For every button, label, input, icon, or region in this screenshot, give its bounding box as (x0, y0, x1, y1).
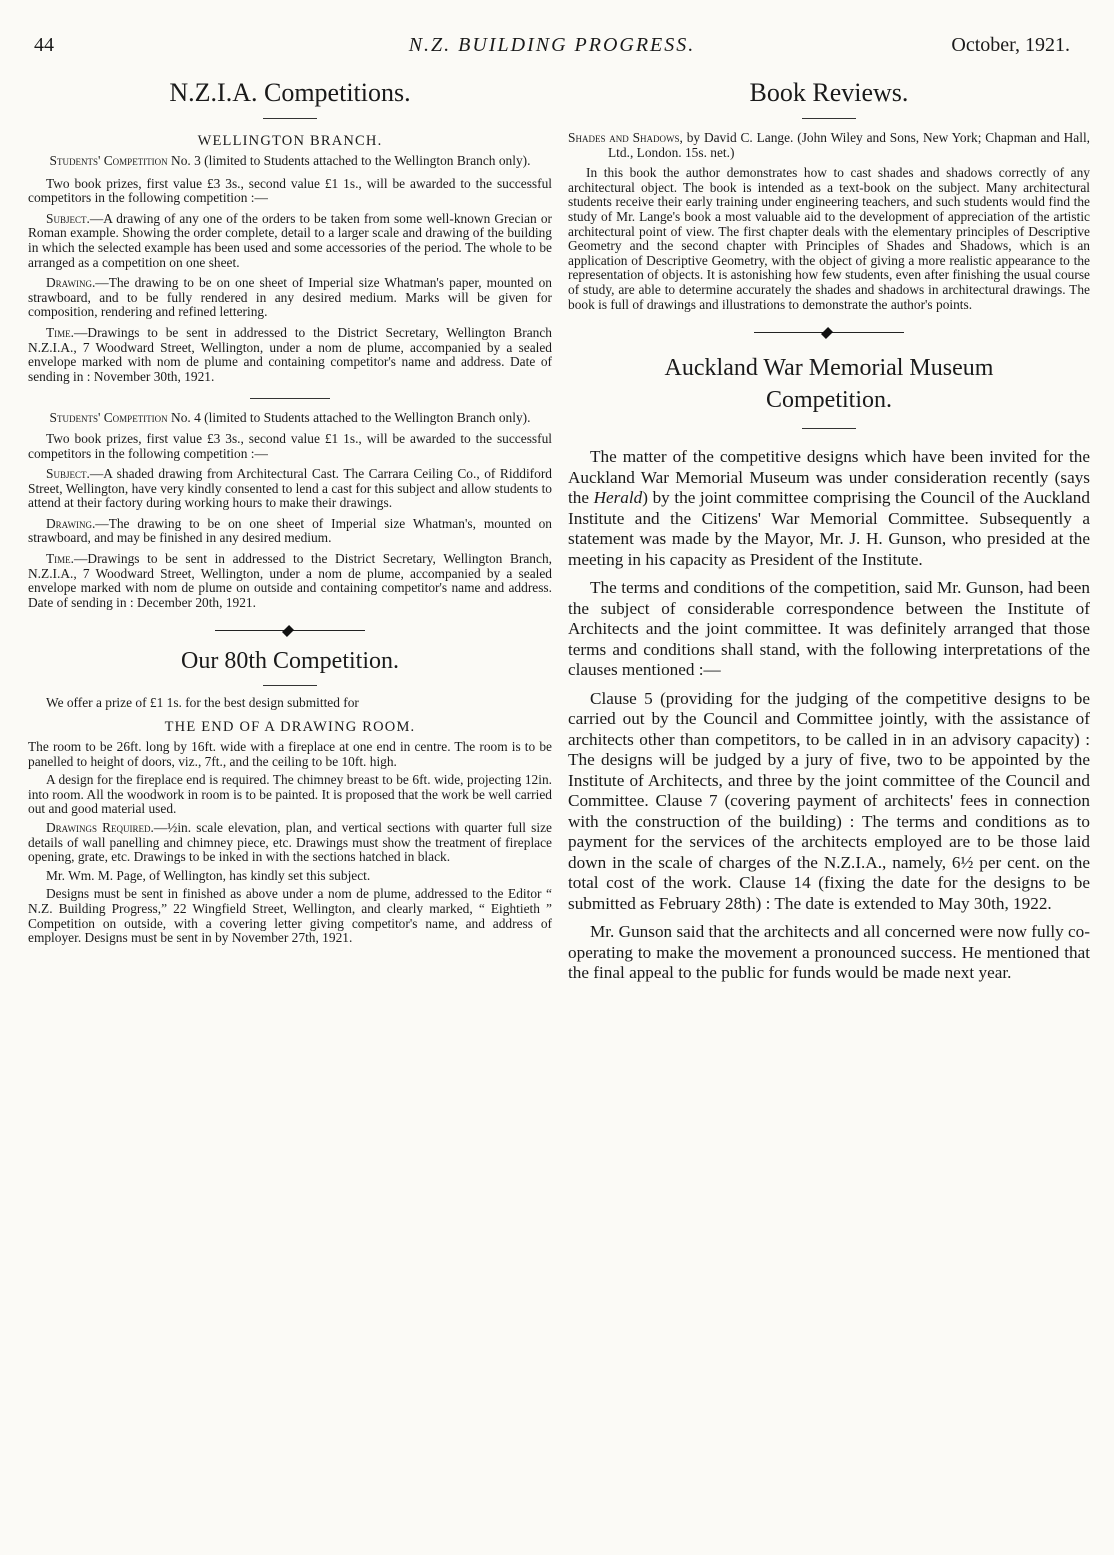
competition80-subject-title: THE END OF A DRAWING ROOM. (164, 719, 416, 736)
competition80-fireplace: A design for the fireplace end is required. The chimney breast to be 6ft. wide, projecting 12in. into room. All the woodwork in room is to be painted. It is proposed that the work be well carried out and good material used. (28, 772, 552, 817)
publication-title: N.Z. BUILDING PROGRESS. (408, 34, 696, 56)
comp4-subject: Subject.—A shaded drawing from Architectural Cast. The Carrara Ceiling Co., of Riddiford Street, Wellington, have very kindly consented to lend a cast for this subject and allow students to attend at their factory during working hours to make their drawings. (28, 466, 552, 511)
competition80-heading: Our 80th Competition. (181, 648, 399, 675)
section-rule (250, 398, 330, 399)
heading-rule (802, 428, 856, 429)
ornamental-divider (215, 626, 365, 636)
branch-heading: WELLINGTON BRANCH. (197, 133, 383, 149)
comp4-drawing: Drawing.—The drawing to be on one sheet of Imperial size Whatman's, mounted on strawboard, and may be finished in any desired medium. (28, 515, 552, 546)
competition80-room-spec: The room to be 26ft. long by 16ft. wide with a fireplace at one end in centre. The room is to be panelled to height of doors, viz., 7ft., and the ceiling to be 10ft. high. (28, 739, 552, 769)
comp4-time: Time.—Drawings to be sent in addressed to the District Secretary, Wellington Branch, N.Z.I.A., 7 Woodward Street, Wellington, under a nom de plume, accompanied by a sealed envelope marked with nom de plume on outside and containing competitor's name and address. Date of sending in : December 20th, 1921. (28, 551, 552, 610)
ornamental-divider (754, 328, 904, 338)
competition80-setter: Mr. Wm. M. Page, of Wellington, has kindly set this subject. (46, 867, 371, 883)
museum-paragraph-4: Mr. Gunson said that the architects and all concerned were now fully co-operating to make the movement a pronounced success. He mentioned that the final appeal to the public for funds would be made next year. (568, 922, 1090, 983)
museum-heading: Auckland War Memorial Museum Competition. (664, 355, 994, 414)
museum-paragraph-3: Clause 5 (providing for the judging of the competitive designs to be carried out by the Council and Committee jointly, with the assistance of architects other than competitors, to be called in in an advisory capacity) : The designs will be judged by a jury of five, two to be appointed by the Institute of Architects, and three by the joint committee of the Council and Committee. Clause 7 (covering payment of architects' fees in connection with the construction of the building) : The terms and conditions as to payment for the services of the architects employed are to be those laid down in the scale of charges of the N.Z.I.A., namely, 6½ per cent. on the total cost of the work. Clause 14 (fixing the date for the designs to be submitted as February 28th) : The date is extended to May 30th, 1922. (568, 688, 1090, 913)
book-review-body: In this book the author demonstrates how to cast shades and shadows correctly of any architectural object. The book is intended as a text-book on the subject. Many architectural students receive their early training under engineering teachers, and such students would find the study of Mr. Lange's book a most valuable aid to the development of appreciation of the artistic architectural point of view. The first chapter deals with the elementary principles of Descriptive Geometry and the second chapter with Principles of Shades and Shadows, which is an application of Descriptive Geometry, with the object of giving a more realistic appearance to the representation of objects. It is astonishing how few students, even after finishing the usual course of study, are able to determine accurately the shades and shadows in architectural drawings. The book is full of drawings and illustrations to demonstrate the author's points. (568, 165, 1090, 312)
comp3-subject: Subject.—A drawing of any one of the orders to be taken from some well-known Grecian or Roman example. Showing the order complete, detail to a larger scale and drawing of the building in which the selected example has been used and some accessories of the period. The whole to be arranged as a competition on one sheet. (28, 210, 552, 270)
left-column (28, 72, 552, 946)
book-reviews-heading: Book Reviews. (749, 78, 909, 107)
book-citation: Shades and Shadows, by David C. Lange. (John Wiley and Sons, New York; Chapman and Hall, Ltd., London. 15s. net.) (568, 130, 1091, 160)
page-number: 44 (34, 34, 54, 56)
comp3-prizes: Two book prizes, first value £3 3s., second value £1 1s., will be awarded to the successful competitors in the following competition :— (28, 175, 552, 206)
competition80-submission: Designs must be sent in finished as above under a nom de plume, addressed to the Editor “ N.Z. Building Progress,” 22 Wingfield Street, Wellington, and clearly marked, “ Eightieth ” Competition on outside, with a covering letter giving competitor's name, and address of employer. Designs must be sent in by November 27th, 1921. (28, 886, 552, 946)
competition80-intro: We offer a prize of £1 1s. for the best design submitted for (46, 695, 359, 711)
comp3-heading: Students' Competition No. 3 (limited to Students attached to the Wellington Branch only). (49, 153, 531, 168)
comp3-drawing: Drawing.—The drawing to be on one sheet of Imperial size Whatman's paper, mounted on strawboard, and to be fully rendered in any desired medium. Marks will be given for composition, rendering and refined lettering. (28, 275, 552, 320)
nzia-heading: N.Z.I.A. Competitions. (169, 78, 411, 107)
museum-paragraph-1: The matter of the competitive designs which have been invited for the Auckland War Memorial Museum was under consideration recently (says the Herald) by the joint committee comprising the Council of the Auckland Institute and the Citizens' War Memorial Committee. Subsequently a statement was made by the Mayor, Mr. J. H. Gunson, who presided at the meeting in his capacity as President of the Institute. (568, 447, 1090, 569)
heading-rule (263, 685, 317, 686)
issue-date: October, 1921. (951, 34, 1070, 56)
comp4-heading: Students' Competition No. 4 (limited to Students attached to the Wellington Branch only). (49, 410, 531, 426)
comp3-time: Time.—Drawings to be sent in addressed to the District Secretary, Wellington Branch N.Z.I.A., 7 Woodward Street, Wellington, under a nom de plume, accompanied by a sealed envelope marked with nom de plume and containing competitor's name and address. Date of sending in : November 30th, 1921. (28, 324, 552, 384)
museum-paragraph-2: The terms and conditions of the competition, said Mr. Gunson, had been the subject of considerable correspondence between the Institute of Architects and the joint committee. It was definitely arranged that those terms and conditions shall stand, with the following interpretations of the clauses mentioned :— (568, 578, 1090, 680)
heading-rule (802, 118, 856, 119)
comp4-prizes: Two book prizes, first value £3 3s., second value £1 1s., will be awarded to the successful competitors in the following competition :— (28, 430, 552, 461)
heading-rule (263, 118, 317, 119)
right-column (568, 72, 1090, 984)
competition80-drawings: Drawings Required.—½in. scale elevation, plan, and vertical sections with quarter full size details of wall panelling and chimney piece, etc. Drawings must show the treatment of fireplace opening, grate, etc. Drawings to be inked in with the sections hatched in black. (28, 820, 552, 865)
page-header (34, 34, 1070, 60)
